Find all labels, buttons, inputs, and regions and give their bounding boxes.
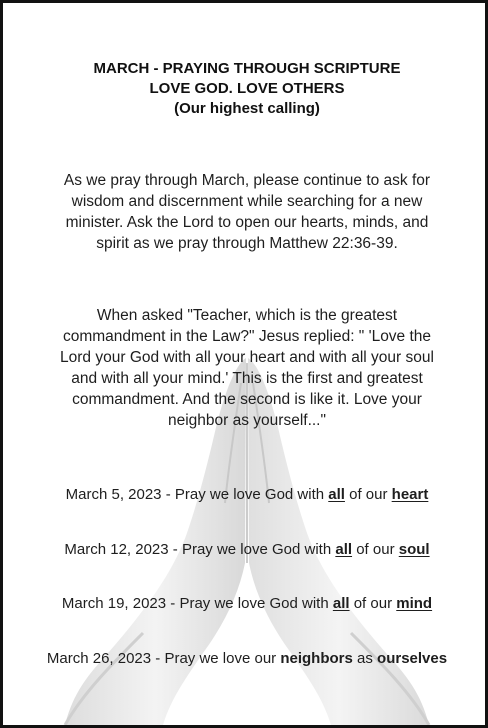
prayer-date-line — [3, 540, 488, 560]
scripture-line: neighbor as yourself..." — [167, 412, 326, 429]
prayer-text: as — [352, 650, 378, 667]
intro-line: spirit as we pray through Matthew 22:36-39. — [96, 235, 398, 252]
scripture-line: When asked "Teacher, which is the greatest — [96, 307, 398, 324]
title-line-1: MARCH - PRAYING THROUGH SCRIPTURE — [93, 60, 401, 77]
prayer-emphasis: heart — [391, 486, 429, 503]
intro-line: minister. Ask the Lord to open our hearts, minds, and — [65, 214, 429, 231]
prayer-date-line — [3, 649, 488, 669]
prayer-emphasis: soul — [398, 541, 430, 558]
scripture-line: Lord your God with all your heart and with all your soul — [60, 349, 434, 366]
prayer-emphasis: all — [335, 541, 353, 558]
scripture-line: and with all your mind.' This is the first and greatest — [71, 370, 423, 387]
prayer-emphasis: neighbors — [280, 650, 353, 667]
intro-paragraph — [3, 170, 488, 254]
title-line-2: LOVE GOD. LOVE OTHERS — [149, 80, 345, 97]
prayer-text: March 26, 2023 - Pray we love our — [46, 650, 281, 667]
prayer-text: March 19, 2023 - Pray we love God with — [61, 595, 333, 612]
prayer-date-line — [3, 485, 488, 505]
scripture-line: commandment. And the second is like it. Love your — [72, 391, 422, 408]
intro-line: As we pray through March, please continue to ask for — [63, 172, 431, 189]
prayer-text: of our — [344, 486, 392, 503]
prayer-text: March 12, 2023 - Pray we love God with — [64, 541, 336, 558]
prayer-emphasis: mind — [396, 595, 433, 612]
prayer-emphasis: ourselves — [377, 650, 448, 667]
prayer-emphasis: all — [332, 595, 350, 612]
scripture-paragraph — [3, 305, 488, 431]
intro-line: wisdom and discernment while searching for a new — [71, 193, 423, 210]
prayer-date-line — [3, 594, 488, 614]
prayer-text: March 5, 2023 - Pray we love God with — [65, 486, 329, 503]
prayer-text: of our — [349, 595, 397, 612]
title-line-3: (Our highest calling) — [174, 100, 320, 117]
prayer-text: of our — [352, 541, 399, 558]
scripture-line: commandment in the Law?" Jesus replied: " 'Love the — [62, 328, 432, 345]
prayer-emphasis: all — [328, 486, 345, 503]
